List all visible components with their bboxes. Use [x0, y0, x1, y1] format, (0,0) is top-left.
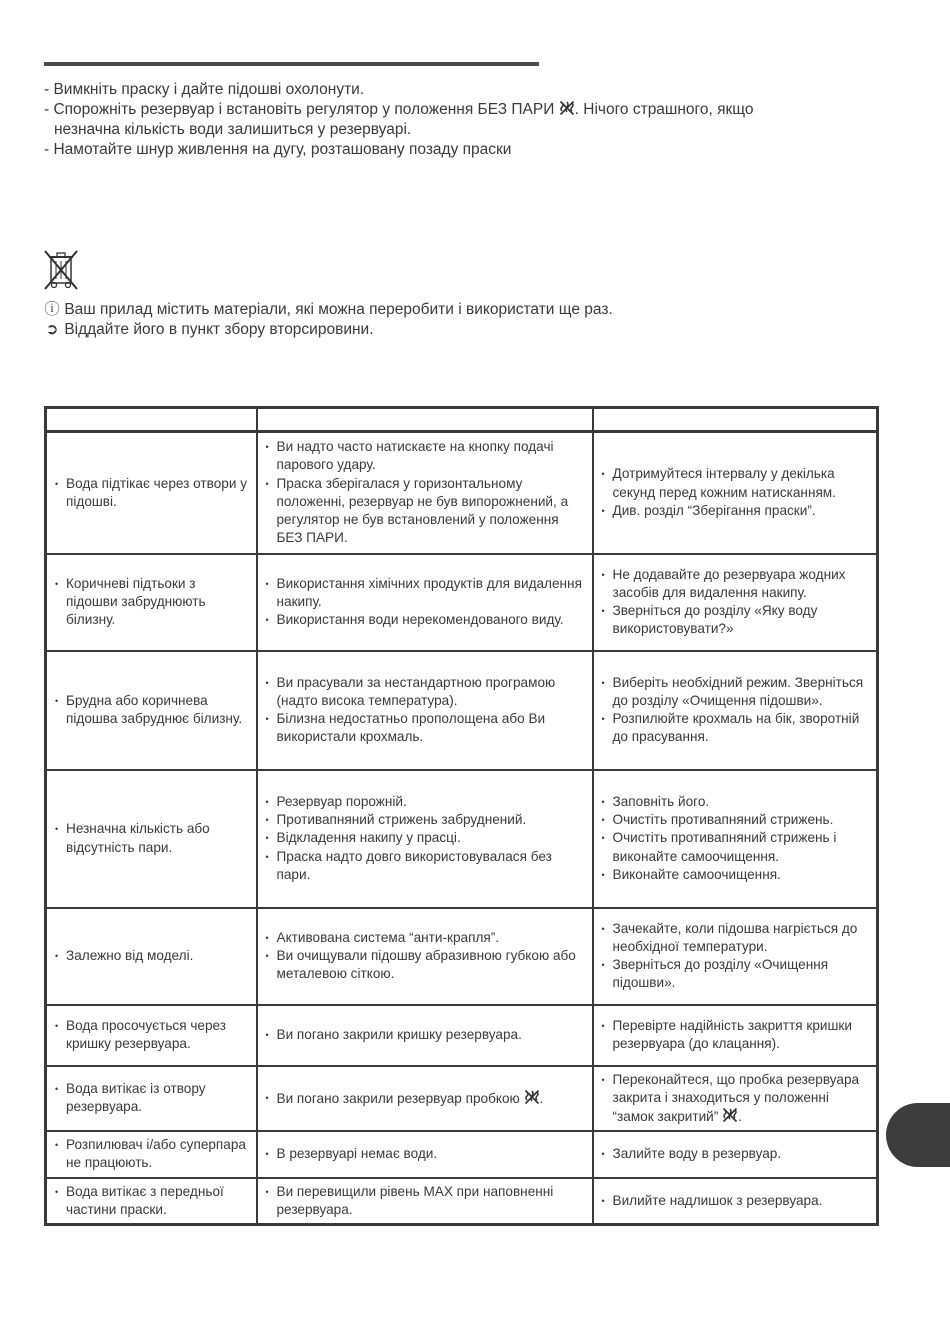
table-row: [46, 1178, 878, 1225]
problem-cell: • Брудна або коричнева підошва забруднює білизну.: [46, 651, 257, 770]
environment-line: ⓘ Ваш прилад містить матеріали, які можна переробити і використати ще раз.: [44, 301, 613, 318]
table-header-row: [46, 408, 878, 432]
solution-cell: • Переконайтеся, що пробка резервуара закрита і знаходиться у положенні “замок закритий” .: [593, 1066, 878, 1132]
table-row: [46, 770, 878, 908]
environment-notes: [44, 300, 613, 340]
cause-cell: • Ви погано закрили кришку резервуара.: [257, 1005, 593, 1066]
solution-cell: • Зачекайте, коли підошва нагріється до необхідної температури. • Зверніться до розділу «Очищення підошви».: [593, 908, 878, 1005]
steam-off-icon: [722, 1107, 738, 1123]
table-row: [46, 1005, 878, 1066]
environment-line: ➲ Віддайте його в пункт збору вторсировини.: [45, 321, 374, 338]
table-row: [46, 651, 878, 770]
cause-cell: • Ви прасували за нестандартною програмою (надто висока температура). • Білизна недостатньо прополощена або Ви використали крохмаль.: [257, 651, 593, 770]
crossed-out-wheelie-bin-icon: [42, 248, 80, 292]
storage-step: - Намотайте шнур живлення на дугу, розташовану позаду праски: [44, 141, 512, 158]
problem-cell: • Незначна кількість або відсутність пари.: [46, 770, 257, 908]
table-row: [46, 432, 878, 554]
page-edge-tab: [886, 1103, 950, 1167]
solution-cell: • Залийте воду в резервуар.: [593, 1131, 878, 1177]
header-cause: [257, 408, 593, 432]
solution-cell: • Вилийте надлишок з резервуара.: [593, 1178, 878, 1225]
solution-cell: • Перевірте надійність закриття кришки резервуара (до клацання).: [593, 1005, 878, 1066]
problem-cell: • Коричневі підтьоки з підошви забруднюють білизну.: [46, 554, 257, 651]
table-row: [46, 1131, 878, 1177]
solution-cell: • Заповніть його. • Очистіть противапняний стрижень. • Очистіть противапняний стрижень і виконайте самоочищення. • Виконайте самоочищення.: [593, 770, 878, 908]
section-rule: [44, 62, 539, 66]
storage-step: незначна кількість води залишиться у резервуарі.: [54, 121, 412, 138]
info-icon: ⓘ: [44, 301, 60, 318]
header-solution: [593, 408, 878, 432]
cause-cell: • Активована система “анти-крапля”. • Ви очищували підошву абразивною губкою або металевою сіткою.: [257, 908, 593, 1005]
cause-cell: • Резервуар порожній. • Противапняний стрижень забруднений. • Відкладення накипу у прасці. • Праска надто довго використовувалася без пари.: [257, 770, 593, 908]
problem-cell: • Розпилювач і/або суперпара не працюють.: [46, 1131, 257, 1177]
problem-cell: • Залежно від моделі.: [46, 908, 257, 1005]
troubleshooting-table: [44, 406, 879, 1226]
cause-cell: • Ви перевищили рівень MAX при наповненні резервуара.: [257, 1178, 593, 1225]
storage-instructions: [44, 80, 904, 160]
problem-cell: • Вода просочується через кришку резервуара.: [46, 1005, 257, 1066]
header-problem: [46, 408, 257, 432]
table-row: [46, 1066, 878, 1132]
table-row: [46, 554, 878, 651]
problem-cell: • Вода витікає з передньої частини праски.: [46, 1178, 257, 1225]
storage-step: - Спорожніть резервуар і встановіть регулятор у положення БЕЗ ПАРИ . Нічого страшного, якщо: [44, 101, 754, 118]
solution-cell: • Не додавайте до резервуара жодних засобів для видалення накипу. • Зверніться до розділу «Яку воду використовувати?»: [593, 554, 878, 651]
cause-cell: • В резервуарі немає води.: [257, 1131, 593, 1177]
storage-step: - Вимкніть праску і дайте підошві охолонути.: [44, 81, 365, 98]
steam-off-icon: [524, 1089, 540, 1105]
solution-cell: • Виберіть необхідний режим. Зверніться до розділу «Очищення підошви». • Розпилюйте крохмаль на бік, зворотній до прасування.: [593, 651, 878, 770]
problem-cell: • Вода витікає із отвору резервуара.: [46, 1066, 257, 1132]
cause-cell: • Ви надто часто натискаєте на кнопку подачі парового удару. • Праска зберігалася у горизонтальному положенні, резервуар не був випорожнений, а регулятор не був встановлений у положення БЕЗ ПАРИ.: [257, 432, 593, 554]
cause-cell: • Ви погано закрили резервуар пробкою .: [257, 1066, 593, 1132]
table-row: [46, 908, 878, 1005]
problem-cell: • Вода підтікає через отвори у підошві.: [46, 432, 257, 554]
cause-cell: • Використання хімічних продуктів для видалення накипу. • Використання води нерекомендованого виду.: [257, 554, 593, 651]
solution-cell: • Дотримуйтеся інтервалу у декілька секунд перед кожним натисканням. • Див. розділ “Зберігання праски”.: [593, 432, 878, 554]
arrow-icon: ➲: [45, 321, 59, 338]
steam-off-icon: [559, 100, 575, 116]
